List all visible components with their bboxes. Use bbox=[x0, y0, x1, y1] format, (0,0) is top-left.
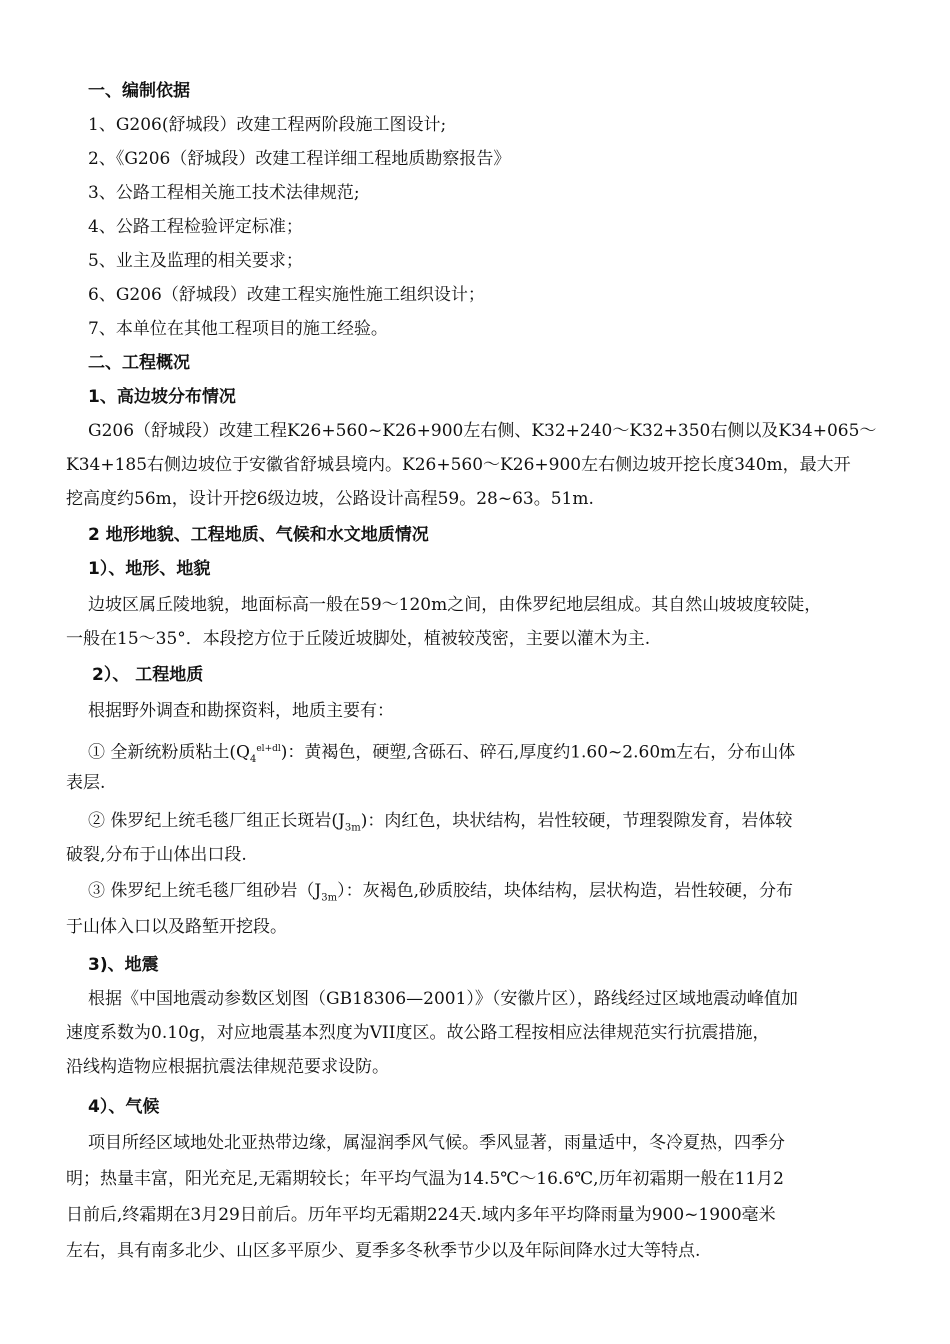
paragraph-line: 速度系数为0.10g，对应地震基本烈度为VII度区。故公路工程按相应法律规范实行抗震措施， bbox=[66, 1023, 770, 1043]
geology-item-1-text: )：黄褐色，硬塑,含砾石、碎石,厚度约1.60~2.60m左右，分布山体 bbox=[280, 742, 796, 763]
topic-3-heading: 3)、地震 bbox=[88, 955, 159, 975]
superscript: el+dl bbox=[256, 744, 281, 754]
paragraph-line: 表层. bbox=[66, 773, 106, 793]
paragraph-line: G206（舒城段）改建工程K26+560~K26+900左右侧、K32+240～K32+350右侧以及K34+065～ bbox=[88, 421, 877, 441]
subscript: 3m bbox=[344, 822, 361, 834]
paragraph-line: 破裂,分布于山体出口段. bbox=[66, 845, 247, 865]
geology-item-1-text: ① 全新统粉质粘土(Q bbox=[88, 742, 250, 763]
paragraph-line: 根据野外调查和勘探资料，地质主要有： bbox=[88, 701, 394, 721]
basis-item-2: 2、《G206（舒城段）改建工程详细工程地质勘察报告》 bbox=[88, 149, 511, 169]
subscript: 3m bbox=[321, 892, 338, 904]
paragraph-line: 于山体入口以及路堑开挖段。 bbox=[66, 917, 287, 937]
subsection-1-heading: 1、高边坡分布情况 bbox=[88, 387, 236, 407]
paragraph-line: 边坡区属丘陵地貌，地面标高一般在59～120m之间，由侏罗纪地层组成。其自然山坡坡度较陡， bbox=[88, 595, 822, 615]
paragraph-line: 项目所经区域地处北亚热带边缘，属湿润季风气候。季风显著，雨量适中，冬冷夏热，四季分 bbox=[88, 1133, 785, 1153]
basis-item-4: 4、公路工程检验评定标准； bbox=[88, 217, 303, 237]
paragraph-line: 明；热量丰富，阳光充足,无霜期较长；年平均气温为14.5℃～16.6℃,历年初霜期一般在11月2 bbox=[66, 1169, 784, 1189]
section-2-heading: 二、工程概况 bbox=[88, 353, 190, 373]
geology-item-2-text: ② 侏罗纪上统毛毯厂组正长斑岩(J bbox=[88, 811, 345, 831]
geology-item-3-text: ）：灰褐色,砂质胶结，块体结构，层状构造，岩性较硬，分布 bbox=[337, 881, 793, 901]
paragraph-line: K34+185右侧边坡位于安徽省舒城县境内。K26+560～K26+900左右侧边坡开挖长度340m，最大开 bbox=[66, 455, 851, 475]
paragraph-line: 挖高度约56m，设计开挖6级边坡，公路设计高程59。28~63。51m. bbox=[66, 489, 594, 509]
topic-1-heading: 1）、地形、地貌 bbox=[88, 559, 211, 579]
paragraph-line: 日前后,终霜期在3月29日前后。历年平均无霜期224天.域内多年平均降雨量为900~1900毫米 bbox=[66, 1205, 776, 1225]
basis-item-7: 7、本单位在其他工程项目的施工经验。 bbox=[88, 319, 388, 339]
geology-item-2-text: )：肉红色，块状结构，岩性较硬，节理裂隙发育，岩体较 bbox=[360, 811, 793, 831]
basis-item-3: 3、公路工程相关施工技术法律规范; bbox=[88, 183, 360, 203]
subsection-2-heading: 2 地形地貌、工程地质、气候和水文地质情况 bbox=[88, 525, 429, 545]
basis-item-1: 1、G206(舒城段）改建工程两阶段施工图设计; bbox=[88, 115, 447, 135]
topic-4-heading: 4）、气候 bbox=[88, 1097, 160, 1117]
paragraph-line: 左右，具有南多北少、山区多平原少、夏季多冬秋季节少以及年际间降水过大等特点. bbox=[66, 1241, 701, 1261]
subscript: 4 bbox=[249, 754, 257, 766]
paragraph-line: 一般在15～35°．本段挖方位于丘陵近坡脚处，植被较茂密，主要以灌木为主. bbox=[66, 629, 651, 649]
basis-item-5: 5、业主及监理的相关要求； bbox=[88, 251, 303, 271]
geology-item-3-text: ③ 侏罗纪上统毛毯厂组砂岩（J bbox=[88, 881, 322, 901]
paragraph-line: 沿线构造物应根据抗震法律规范要求设防。 bbox=[66, 1057, 389, 1077]
paragraph-line: 根据《中国地震动参数区划图（GB18306—2001）》（安徽片区），路线经过区域地震动峰值加 bbox=[88, 989, 798, 1009]
section-1-heading: 一、编制依据 bbox=[88, 81, 190, 101]
topic-2-heading: 2）、 工程地质 bbox=[92, 665, 204, 685]
basis-item-6: 6、G206（舒城段）改建工程实施性施工组织设计； bbox=[88, 285, 485, 305]
